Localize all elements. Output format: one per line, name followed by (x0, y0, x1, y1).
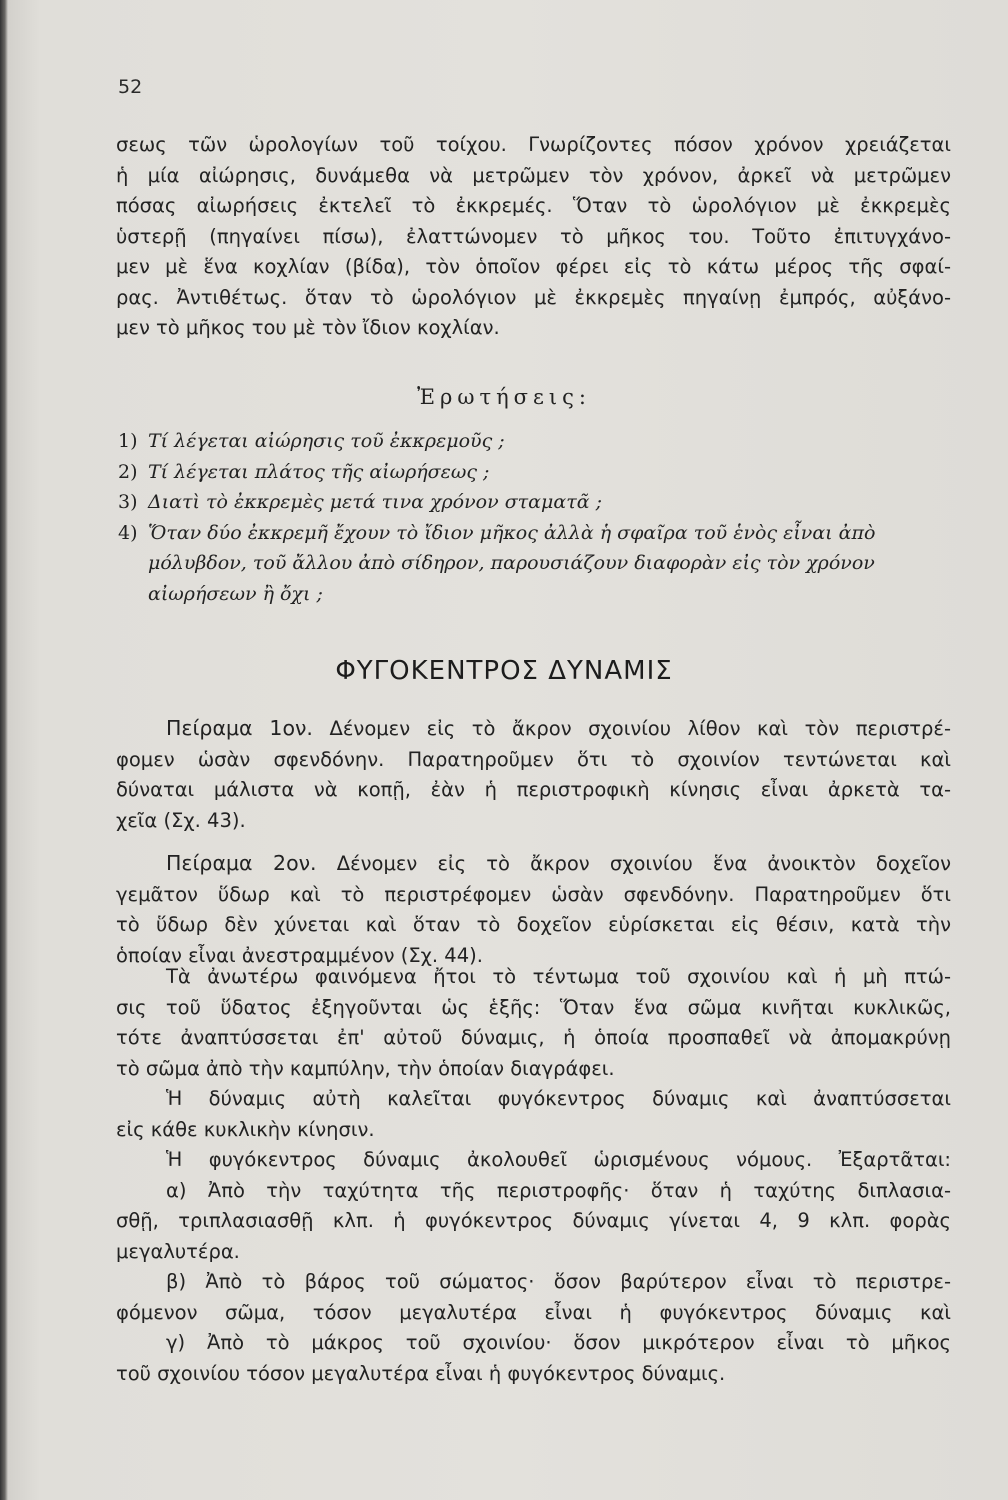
text-line: τοῦ σχοινίου τόσον μεγαλυτέρα εἶναι ἡ φυγόκεντρος δύναμις. (116, 1361, 726, 1385)
text-line: σθῇ, τριπλασιασθῇ κλπ. ἡ φυγόκεντρος δύναμις γίνεται 4, 9 κλπ. φορὰς (116, 1209, 951, 1232)
text-line: σις τοῦ ὕδατος ἐξηγοῦνται ὡς ἑξῆς: Ὅταν ἕνα σῶμα κινῆται κυκλικῶς, (116, 995, 951, 1019)
text-line: α) Ἀπὸ τὴν ταχύτητα τῆς περιστροφῆς· ὅταν ἡ ταχύτης διπλασια- (166, 1178, 951, 1202)
text-line: Τὰ ἀνωτέρω φαινόμενα ἤτοι τὸ τέντωμα τοῦ σχοινίου καὶ ἡ μὴ πτώ- (166, 965, 951, 988)
centrifugal-force-explanation (116, 962, 951, 1389)
text-line (116, 713, 951, 745)
intro-paragraph (116, 130, 951, 344)
text-line: μεν τὸ μῆκος του μὲ τὸν ἴδιον κοχλίαν. (116, 316, 500, 339)
text-line: πόσας αἰωρήσεις ἐκτελεῖ τὸ ἐκκρεμές. Ὅταν τὸ ὡρολόγιον μὲ ἐκκρεμὲς (116, 194, 951, 217)
question-number: 3) (118, 491, 138, 513)
question-text: Τί λέγεται αἰώρησις τοῦ ἐκκρεμοῦς ; (148, 430, 505, 452)
question-item (118, 487, 953, 518)
question-number: 2) (118, 460, 138, 483)
text-line: γ) Ἀπὸ τὸ μάκρος τοῦ σχοινίου· ὅσον μικρότερον εἶναι τὸ μῆκος (166, 1331, 951, 1354)
question-text-continued: αἰωρήσεων ἢ ὄχι ; (148, 582, 323, 605)
questions-list (118, 426, 953, 609)
text-line: ρας. Ἀντιθέτως. ὅταν τὸ ὡρολόγιον μὲ ἐκκρεμὲς πηγαίνῃ ἐμπρός, αὐξάνο- (116, 285, 951, 309)
question-text: Τί λέγεται πλάτος τῆς αἰωρήσεως ; (148, 460, 490, 483)
text-line: μεν μὲ ἕνα κοχλίαν (βίδα), τὸν ὁποῖον φέρει εἰς τὸ κάτω μέρος τῆς σφαί- (116, 255, 951, 278)
text-line: τὸ σῶμα ἀπὸ τὴν καμπύλην, τὴν ὁποίαν διαγράφει. (116, 1056, 615, 1080)
text-line: σεως τῶν ὡρολογίων τοῦ τοίχου. Γνωρίζοντες πόσον χρόνον χρειάζεται (116, 133, 951, 156)
text-line: Ἡ φυγόκεντρος δύναμις ἀκολουθεῖ ὡρισμένους νόμους. Ἐξαρτᾶται: (166, 1148, 951, 1171)
experiment-text: Δένομεν εἰς τὸ ἄκρον σχοινίου ἕνα ἀνοικτὸν δοχεῖον (336, 852, 952, 875)
text-line: τότε ἀναπτύσσεται ἐπ' αὐτοῦ δύναμις, ἡ ὁποία προσπαθεῖ νὰ ἀπομακρύνῃ (116, 1026, 951, 1049)
text-line: χεῖα (Σχ. 43). (116, 808, 246, 832)
questions-heading: Ἐρωτήσεις: (417, 385, 591, 409)
text-line: εἰς κάθε κυκλικὴν κίνησιν. (116, 1117, 375, 1141)
question-number: 1) (118, 430, 138, 452)
question-item (118, 457, 953, 488)
question-text: Ὅταν δύο ἐκκρεμῆ ἔχουν τὸ ἴδιον μῆκος ἀλλὰ ἡ σφαῖρα τοῦ ἑνὸς εἶναι ἀπὸ (148, 521, 876, 544)
experiment-2-paragraph (116, 848, 951, 971)
experiment-label: Πείραμα 2ον. (166, 851, 317, 875)
text-line: φόμενον σῶμα, τόσον μεγαλυτέρα εἶναι ἡ φυγόκεντρος δύναμις καὶ (116, 1300, 951, 1324)
text-line: β) Ἀπὸ τὸ βάρος τοῦ σώματος· ὅσον βαρύτερον εἶναι τὸ περιστρε- (166, 1270, 951, 1293)
text-line: ὑστερῇ (πηγαίνει πίσω), ἐλαττώνομεν τὸ μῆκος του. Τοῦτο ἐπιτυγχάνο- (116, 224, 951, 248)
experiment-1-paragraph (116, 713, 951, 836)
section-title: ΦΥΓΟΚΕΝΤΡΟΣ ΔΥΝΑΜΙΣ (335, 656, 673, 686)
page-number: 52 (118, 76, 143, 98)
page-spine-shadow (0, 0, 8, 1500)
experiment-text: Δένομεν εἰς τὸ ἄκρον σχοινίου λίθον καὶ τὸν περιστρέ- (329, 717, 952, 740)
question-text-continued: μόλυβδον, τοῦ ἄλλου ἀπὸ σίδηρον, παρουσιάζουν διαφορὰν εἰς τὸν χρόνον (148, 552, 875, 574)
text-line (116, 848, 951, 880)
text-line: Ἡ δύναμις αὐτὴ καλεῖται φυγόκεντρος δύναμις καὶ ἀναπτύσσεται (166, 1087, 951, 1110)
question-item (118, 426, 953, 457)
text-line: τὸ ὕδωρ δὲν χύνεται καὶ ὅταν τὸ δοχεῖον εὑρίσκεται εἰς θέσιν, κατὰ τὴν (116, 913, 951, 936)
question-text: Διατὶ τὸ ἐκκρεμὲς μετά τινα χρόνον σταματᾶ ; (148, 491, 602, 513)
experiment-label: Πείραμα 1ον. (166, 716, 313, 740)
text-line: ἡ μία αἰώρησις, δυνάμεθα νὰ μετρῶμεν τὸν χρόνον, ἀρκεῖ νὰ μετρῶμεν (116, 163, 951, 187)
text-line: ὁποίαν εἶναι ἀνεστραμμένον (Σχ. 44). (116, 943, 483, 967)
question-number: 4) (118, 521, 138, 544)
text-line: δύναται μάλιστα νὰ κοπῇ, ἐὰν ἡ περιστροφικὴ κίνησις εἶναι ἀρκετὰ τα- (116, 778, 951, 801)
text-line: μεγαλυτέρα. (116, 1239, 240, 1263)
question-item (118, 518, 953, 610)
text-line: γεμᾶτον ὕδωρ καὶ τὸ περιστρέφομεν ὡσὰν σφενδόνην. Παρατηροῦμεν ὅτι (116, 882, 951, 906)
text-line: φομεν ὡσὰν σφενδόνην. Παρατηροῦμεν ὅτι τὸ σχοινίον τεντώνεται καὶ (116, 747, 951, 771)
